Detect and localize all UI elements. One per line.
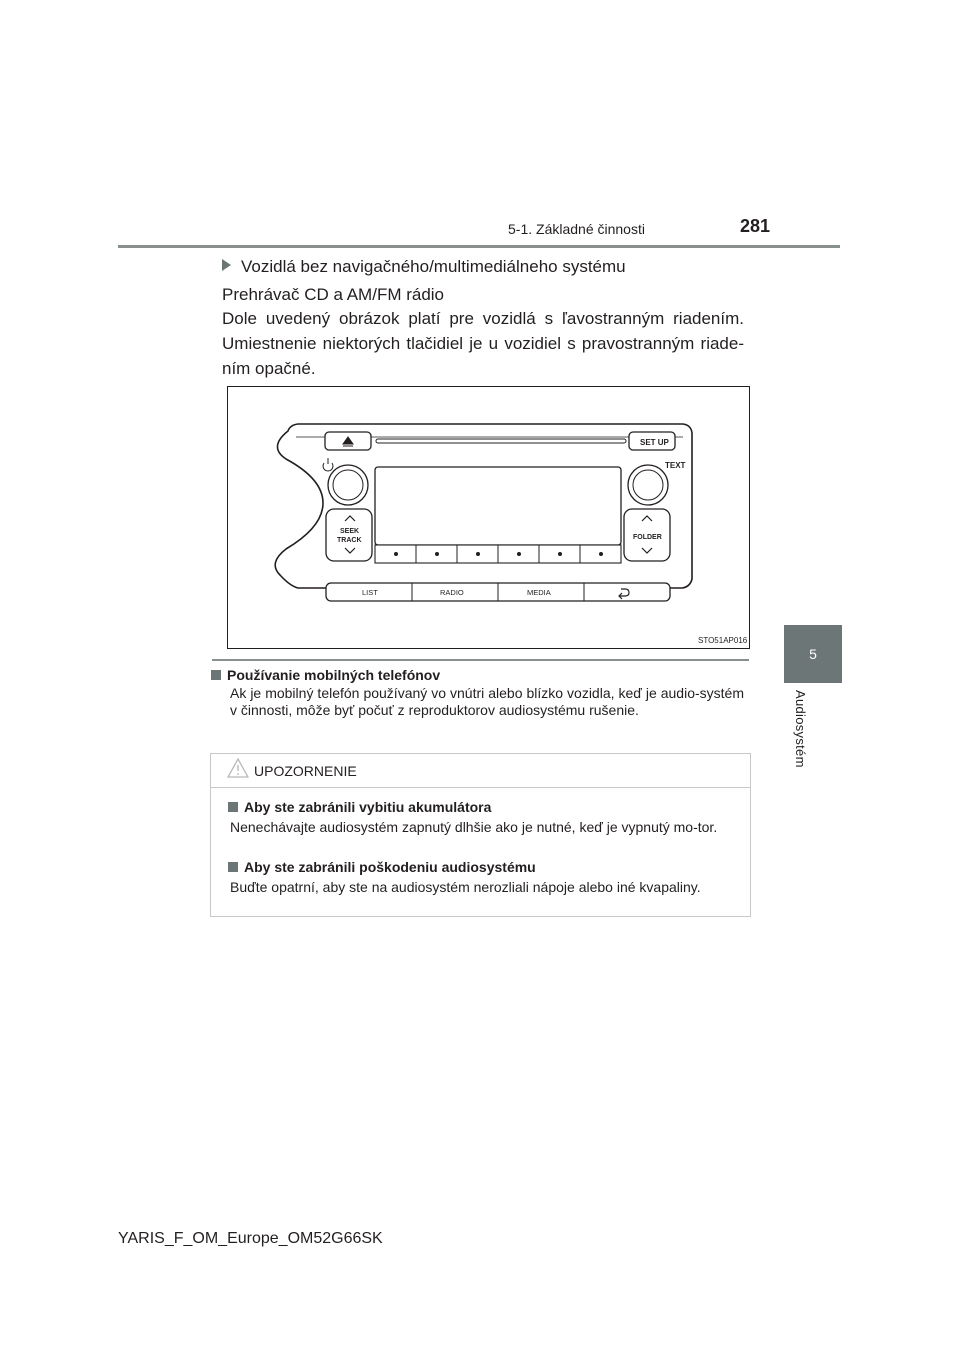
media-button-label[interactable]: MEDIA: [527, 588, 551, 597]
seek-label: SEEK: [340, 528, 360, 535]
audio-unit-drawing: [228, 387, 749, 648]
caution-item-text: Nenechávajte audiosystém zapnutý dlhšie ako je nutné, keď je vypnutý mo-tor.: [230, 819, 718, 835]
caution-item-text: Buďte opatrní, aby ste na audiosystém nerozliali nápoje alebo iné kvapaliny.: [230, 879, 701, 895]
figure-code: STO51AP016: [698, 636, 748, 645]
setup-label: SET UP: [640, 438, 669, 447]
square-bullet-icon: [211, 670, 221, 680]
tune-knob-inner: [633, 470, 663, 500]
chapter-tab: [784, 625, 842, 683]
caution-item-title: Aby ste zabránili vybitiu akumulátora: [244, 799, 492, 815]
bullet-text: Vozidlá bez navigačného/multimediálneho systému: [241, 257, 626, 276]
caution-item-heading: [228, 799, 491, 815]
note-heading: [211, 667, 440, 683]
footer-doc-id: YARIS_F_OM_Europe_OM52G66SK: [118, 1230, 383, 1247]
square-bullet-icon: [228, 862, 238, 872]
cd-slot: [376, 439, 626, 443]
text-label: TEXT: [665, 461, 686, 470]
bullet-heading: [222, 254, 626, 280]
caution-box: [210, 753, 751, 917]
caution-title: UPOZORNENIE: [254, 763, 357, 779]
page-number: 281: [740, 216, 771, 236]
subheading: Prehrávač CD a AM/FM rádio: [222, 285, 445, 304]
header-rule: [118, 245, 840, 248]
caution-item-title: Aby ste zabránili poškodeniu audiosystému: [244, 859, 536, 875]
caution-item-heading: [228, 859, 536, 875]
radio-button-label[interactable]: RADIO: [440, 588, 464, 597]
note-title: Používanie mobilných telefónov: [227, 667, 441, 683]
list-button-label[interactable]: LIST: [362, 588, 378, 597]
section-title: 5-1. Základné činnosti: [508, 221, 645, 237]
folder-label: FOLDER: [633, 534, 662, 541]
square-bullet-icon: [228, 802, 238, 812]
chapter-label: Audiosystém: [793, 690, 808, 768]
display-screen: [375, 467, 621, 545]
chapter-number: 5: [809, 646, 817, 662]
volume-knob-inner: [333, 470, 363, 500]
warning-triangle-icon: [227, 758, 249, 778]
audio-unit-illustration: [227, 386, 750, 649]
triangle-bullet-icon: [222, 259, 231, 271]
description-paragraph: Dole uvedený obrázok platí pre vozidlá s ľavostranným riadením. Umiestnenie niektorých tlačidiel je u vozidiel s pravostranným riade-ním opačné.: [222, 309, 744, 378]
caution-header: [211, 754, 750, 788]
track-label: TRACK: [337, 537, 362, 544]
figure-rule: [212, 659, 749, 661]
note-text: Ak je mobilný telefón používaný vo vnútri alebo blízko vozidla, keď je audio-systém v činnosti, môže byť počuť z reproduktorov audiosystému rušenie.: [230, 685, 744, 718]
